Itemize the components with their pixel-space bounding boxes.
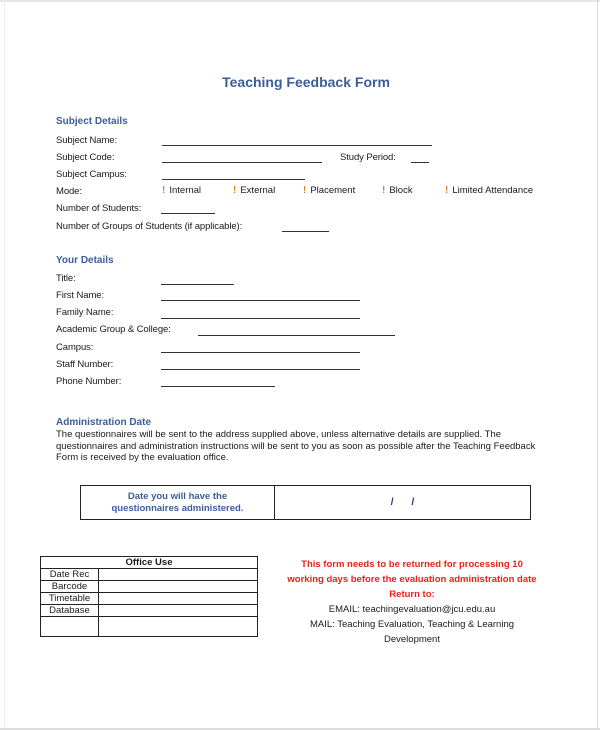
subject-details-heading: Subject Details [56,116,128,127]
title-field[interactable] [161,284,234,285]
staff-number-label: Staff Number: [56,359,114,370]
number-of-groups-label: Number of Groups of Students (if applicable): [56,221,243,232]
subject-code-field[interactable] [162,162,322,163]
table-row [41,617,258,637]
subject-campus-label: Subject Campus: [56,169,127,180]
subject-name-field[interactable] [162,145,432,146]
phone-number-field[interactable] [161,386,275,387]
table-row: Timetable [41,593,258,605]
mode-option-internal[interactable]: ! Internal [162,185,202,196]
first-name-field[interactable] [161,300,360,301]
academic-group-label: Academic Group & College: [56,324,171,335]
page-edge [597,0,598,730]
checkbox-icon[interactable]: ! [445,185,449,196]
mode-option-external[interactable]: ! External [233,185,276,196]
family-name-label: Family Name: [56,307,114,318]
office-use-heading: Office Use [41,557,258,569]
study-period-field[interactable] [411,162,429,163]
subject-name-label: Subject Name: [56,135,118,146]
barcode-cell[interactable] [99,581,258,593]
phone-number-label: Phone Number: [56,376,122,387]
return-notice: This form needs to be returned for processing 10 [301,559,523,570]
timetable-cell[interactable] [99,593,258,605]
return-to-label: Return to: [389,589,435,600]
office-use-table [40,556,258,637]
study-period-label: Study Period: [340,152,396,163]
number-of-students-label: Number of Students: [56,203,142,214]
administration-date-heading: Administration Date [56,417,152,428]
mode-option-limited-attendance[interactable]: ! Limited Attendance [445,185,534,196]
mode-option-block[interactable]: ! Block [382,185,413,196]
return-email: EMAIL: teachingevaluation@jcu.edu.au [328,604,496,615]
database-cell[interactable] [99,605,258,617]
academic-group-field[interactable] [198,335,395,336]
checkbox-icon[interactable]: ! [162,185,166,196]
table-row: Database [41,605,258,617]
page-edge [4,0,5,730]
date-separator: / [390,497,394,508]
family-name-field[interactable] [161,318,360,319]
return-info: This form needs to be returned for processing 10 working days before the evaluation administration date Return to: EMAIL: teachingevaluation@jcu.edu.au MAIL: Teaching Evaluation, Teaching & Learning Development [262,557,562,647]
subject-code-label: Subject Code: [56,152,115,163]
administration-date-box [80,485,531,520]
title-label: Title: [56,273,76,284]
staff-number-field[interactable] [161,369,360,370]
first-name-label: First Name: [56,290,104,301]
campus-field[interactable] [161,352,360,353]
checkbox-icon[interactable]: ! [303,185,307,196]
date-separator: / [411,497,415,508]
form-title: Teaching Feedback Form [222,74,390,90]
mode-option-placement[interactable]: ! Placement [303,185,356,196]
return-mail: MAIL: Teaching Evaluation, Teaching & Learning [309,619,515,630]
checkbox-icon[interactable]: ! [382,185,386,196]
table-row: Barcode [41,581,258,593]
number-of-students-field[interactable] [161,213,215,214]
campus-label: Campus: [56,342,94,353]
your-details-heading: Your Details [56,255,114,266]
administration-paragraph: The questionnaires will be sent to the address supplied above, unless alternative details are supplied. The questionnaires and administration instructions will be sent to you as soon as possible after the Teaching Feedback Form is received by the evaluation office. [56,429,536,463]
subject-campus-field[interactable] [162,179,305,180]
administration-date-field[interactable] [275,486,530,519]
page-edge [0,0,600,2]
date-rec-cell[interactable] [99,569,258,581]
mode-label: Mode: [56,186,82,197]
number-of-groups-field[interactable] [282,231,329,232]
checkbox-icon[interactable]: ! [233,185,237,196]
table-row: Date Rec [41,569,258,581]
date-box-label: Date you will have the questionnaires administered. [81,486,275,519]
